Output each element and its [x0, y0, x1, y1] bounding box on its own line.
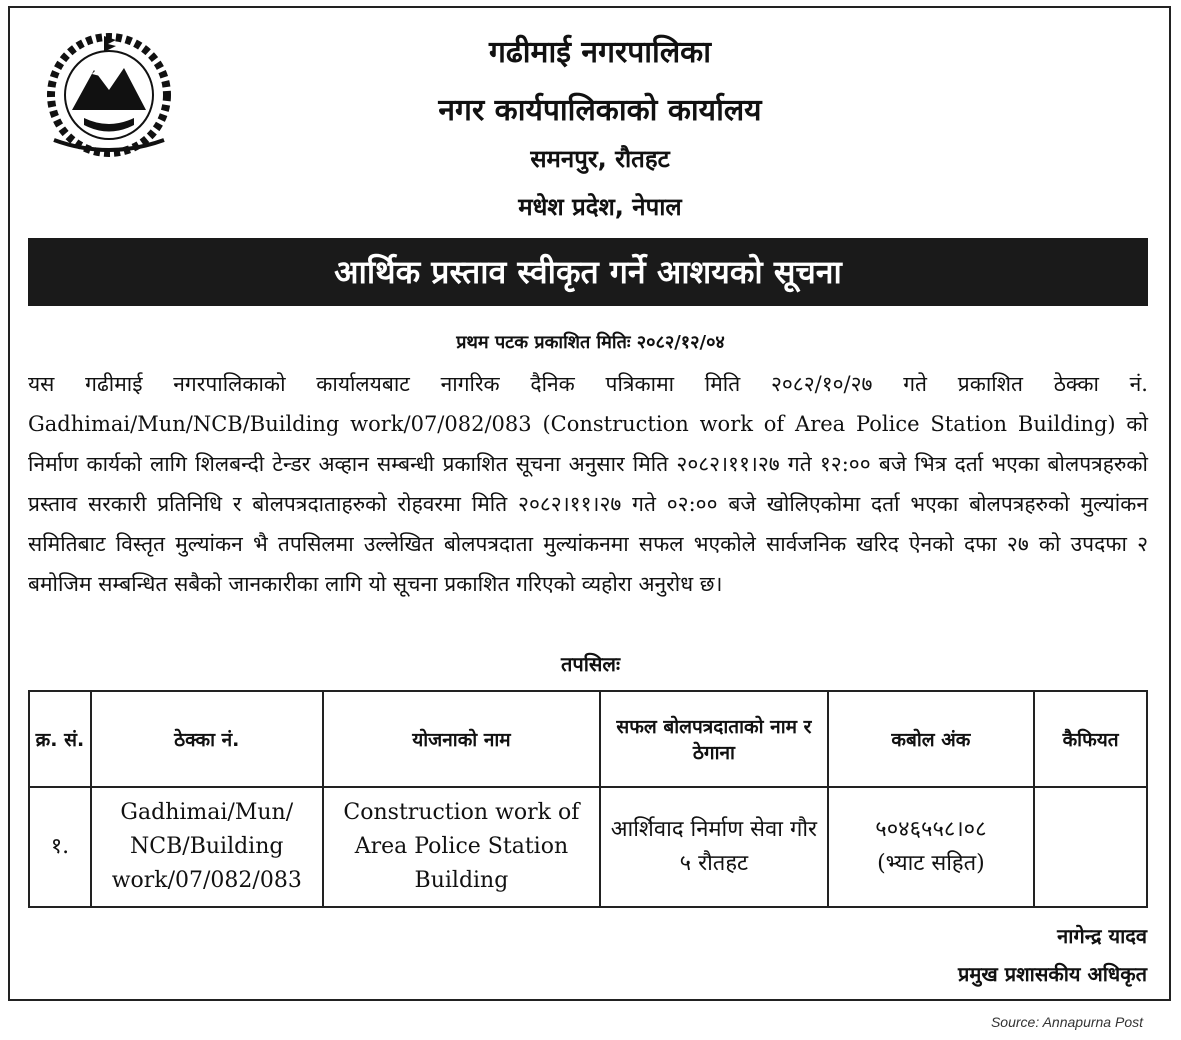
col-remarks: कैफियत	[1034, 691, 1147, 787]
notice-body: यस गढीमाई नगरपालिकाको कार्यालयबाट नागरिक दैनिक पत्रिकामा मिति २०८२/१०/२७ गते प्रकाशित ठेक्का नं. Gadhimai/Mun/NCB/Building work/07/082/083 (Construction work of Area Police Station Building) को निर्माण कार्यको लागि शिलबन्दी टेन्डर अव्हान सम्बन्धी प्रकाशित सूचना अनुसार मिति २०८२।११।२७ गते १२:०० बजे भित्र दर्ता भएका बोलपत्रहरुको प्रस्ताव सरकारी प्रतिनिधि र बोलपत्रदाताहरुको रोहवरमा मिति २०८२।११।२७ गते ०२:०० बजे खोलिएकोमा दर्ता भएका बोलपत्रहरुको मुल्यांकन समितिबाट विस्तृत मुल्यांकन भै तपसिलमा उल्लेखित बोलपत्रदाता मुल्यांकनमा सफल भएकोले सार्वजनिक खरिद ऐनको दफा २७ को उपदफा २ बमोजिम सम्बन्धित सबैको जानकारीका लागि यो सूचना प्रकाशित गरिएको व्यहोरा अनुरोध छ।	[28, 372, 1148, 596]
cell-project-name: Construction work of Area Police Station Building	[323, 787, 600, 907]
col-contract-no: ठेक्का नं.	[91, 691, 323, 787]
province-country: मधेश प्रदेश, नेपाल	[518, 193, 682, 221]
col-project-name: योजनाको नाम	[323, 691, 600, 787]
amount-value: ५०४६५५८।०८	[875, 817, 987, 842]
notice-title-banner: आर्थिक प्रस्ताव स्वीकृत गर्ने आशयको सूचना	[28, 238, 1148, 306]
publish-date: प्रथम पटक प्रकाशित मितिः २०८२/१२/०४	[456, 332, 725, 353]
signatory-name: नागेन्द्र यादव	[1057, 924, 1147, 948]
office-name: नगर कार्यपालिकाको कार्यालय	[438, 93, 762, 128]
cell-serial: १.	[29, 787, 91, 907]
details-label: तपसिलः	[560, 652, 621, 676]
col-bidder: सफल बोलपत्रदाताको नाम र ठेगाना	[600, 691, 827, 787]
table-row	[29, 787, 1147, 907]
amount-note: (भ्याट सहित)	[877, 851, 985, 876]
award-table	[28, 690, 1148, 908]
nepal-emblem-logo	[34, 30, 184, 160]
office-location: समनपुर, रौतहट	[530, 145, 670, 173]
col-amount: कबोल अंक	[828, 691, 1035, 787]
cell-bidder: आर्शिवाद निर्माण सेवा गौर ५ रौतहट	[600, 787, 827, 907]
municipality-name: गढीमाई नगरपालिका	[489, 35, 711, 70]
cell-amount	[828, 787, 1035, 907]
cell-contract-no: Gadhimai/Mun/ NCB/Building work/07/082/083	[91, 787, 323, 907]
source-credit: Source: Annapurna Post	[990, 1014, 1143, 1030]
signatory-title: प्रमुख प्रशासकीय अधिकृत	[958, 962, 1147, 986]
cell-remarks	[1034, 787, 1147, 907]
table-header-row	[29, 691, 1147, 787]
col-serial: क्र. सं.	[29, 691, 91, 787]
